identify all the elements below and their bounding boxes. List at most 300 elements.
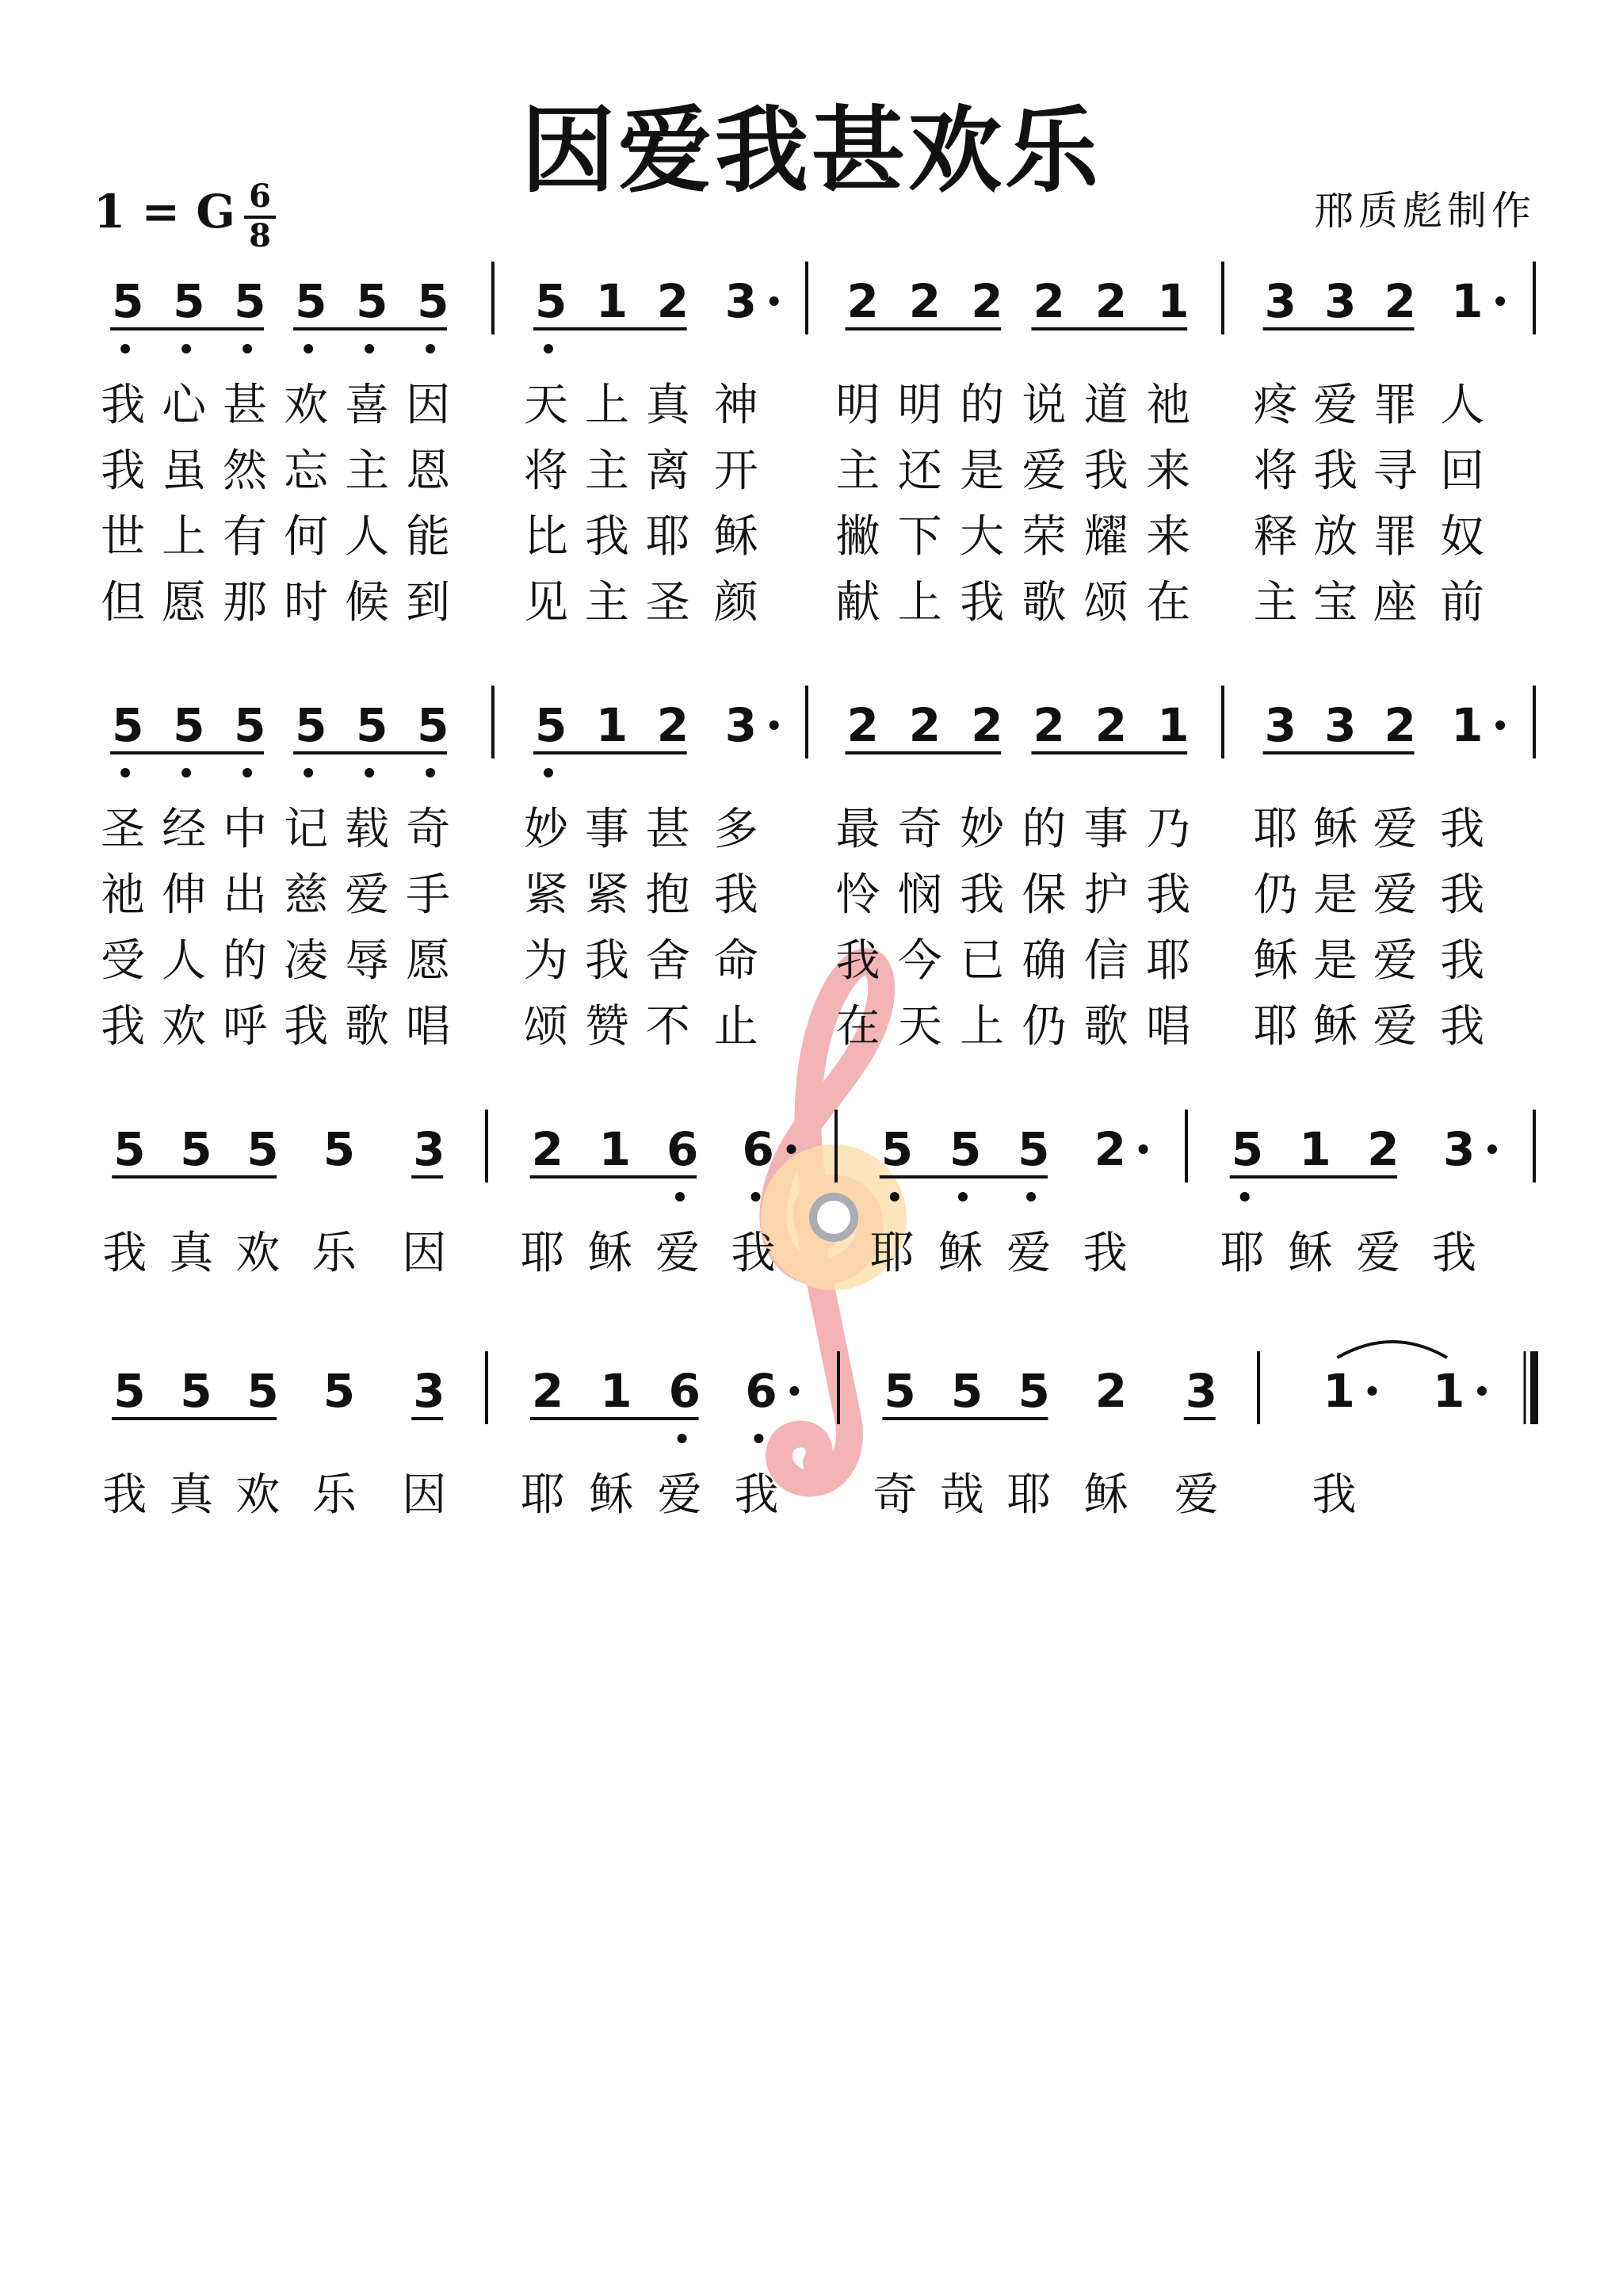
lyric-char: 爱	[1006, 1228, 1052, 1279]
lyric-char: 耀	[1083, 511, 1128, 563]
lyric-char: 的	[1022, 804, 1067, 855]
note-digit: 5	[1018, 1122, 1050, 1176]
lyric-char: 甚	[223, 380, 268, 431]
lyric-char: 我	[101, 380, 146, 431]
lyric-char: 我	[1440, 804, 1485, 855]
lyric-char: 凌	[284, 935, 329, 987]
low-octave-dot	[754, 1434, 763, 1443]
note-digit: 5	[323, 1122, 356, 1176]
lyric-char: 撇	[835, 511, 880, 563]
lyric-char: 爱	[1373, 804, 1418, 855]
lyric-char: 我	[1432, 1228, 1476, 1279]
lyric-char: 我	[102, 1228, 147, 1279]
lyric-char: 愿	[162, 577, 207, 628]
note-digit: 3	[1185, 1364, 1218, 1418]
lyric-char: 将	[524, 445, 568, 497]
lyric-char: 人	[162, 935, 207, 987]
lyric-char: 来	[1146, 511, 1191, 563]
lyric-char: 因	[402, 1469, 447, 1521]
lyric-char: 歌	[1022, 577, 1067, 628]
lyric-char: 人	[1440, 380, 1485, 431]
lyric-char: 欢	[284, 380, 329, 431]
note-digit: 2	[971, 698, 1003, 752]
note-digit: 5	[1018, 1364, 1050, 1418]
lyric-char: 道	[1083, 380, 1128, 431]
note-digit: 2	[531, 1122, 563, 1176]
lyric-char: 然	[223, 445, 268, 497]
lyric-char: 献	[835, 577, 880, 628]
note-digit: 2	[846, 274, 879, 328]
note-digit: 5	[949, 1122, 982, 1176]
low-octave-dot	[751, 1192, 761, 1201]
lyric-char: 我	[960, 869, 1005, 921]
lyric-char: 真	[169, 1228, 214, 1279]
note-digit: 5	[173, 698, 205, 752]
lyric-char: 唱	[406, 1001, 451, 1052]
lyric-char: 我	[1146, 869, 1191, 921]
low-octave-dot	[365, 344, 374, 353]
lyric-char: 赞	[584, 1001, 629, 1052]
lyric-char: 稣	[1083, 1469, 1128, 1521]
note-digit: 1	[598, 1122, 632, 1176]
lyric-char: 明	[835, 380, 880, 431]
lyric-char: 我	[734, 1469, 779, 1521]
lyric-char: 耶	[1006, 1469, 1052, 1521]
lyric-char: 世	[101, 511, 146, 563]
lyric-char: 到	[406, 577, 451, 628]
lyric-char: 上	[960, 1001, 1005, 1052]
note-digit: 2	[656, 698, 689, 752]
note-digit: 5	[417, 274, 449, 328]
lyric-char: 稣	[587, 1228, 632, 1279]
lyric-char: 能	[406, 511, 451, 563]
low-octave-dot	[120, 768, 130, 777]
note-digit: 5	[113, 1122, 146, 1176]
lyric-char: 载	[345, 804, 390, 855]
lyric-char: 保	[1022, 869, 1067, 921]
lyric-char: 寻	[1373, 445, 1418, 497]
note-digit: 1	[595, 698, 628, 752]
lyric-char: 妙	[960, 804, 1005, 855]
lyric-char: 爱	[657, 1469, 702, 1521]
lyric-char: 欢	[162, 1001, 207, 1052]
note-digit: 5	[535, 698, 567, 752]
lyric-char: 悯	[897, 869, 942, 921]
note-digit: 1	[600, 1364, 632, 1418]
time-signature-bottom: 8	[249, 217, 271, 254]
key-signature: 1 = G	[94, 185, 235, 239]
lyric-char: 我	[102, 1469, 147, 1521]
lyric-char: 耶	[1146, 935, 1191, 987]
tie-arc	[1338, 1342, 1448, 1358]
lyric-char: 主	[1253, 577, 1298, 628]
note-digit: 3	[1324, 698, 1357, 752]
low-octave-dot	[242, 344, 252, 353]
note-digit: 5	[246, 1122, 279, 1176]
low-octave-dot	[544, 344, 553, 353]
note-digit: 2	[1094, 1364, 1128, 1418]
note-digit: 2	[1094, 698, 1128, 752]
low-octave-dot	[304, 344, 313, 353]
low-octave-dot	[426, 768, 435, 777]
note-digit: 3	[1443, 1122, 1476, 1176]
lyric-char: 爱	[345, 869, 390, 921]
lyric-char: 爱	[1373, 1001, 1418, 1052]
lyric-char: 稣	[1288, 1228, 1333, 1279]
lyric-char: 我	[1312, 1469, 1357, 1521]
low-octave-dot	[181, 344, 191, 353]
note-digit: 3	[413, 1364, 445, 1418]
lyric-char: 辱	[345, 935, 390, 987]
lyric-char: 耶	[1253, 804, 1298, 855]
lyric-char: 舍	[645, 935, 690, 987]
lyric-char: 出	[223, 869, 268, 921]
lyric-char: 今	[897, 935, 942, 987]
lyric-char: 甚	[645, 804, 690, 855]
lyric-char: 奇	[897, 804, 942, 855]
lyric-char: 但	[101, 577, 146, 628]
duration-dot	[1495, 720, 1505, 730]
note-digit: 5	[535, 274, 567, 328]
lyric-char: 经	[162, 804, 207, 855]
duration-dot	[1139, 1144, 1148, 1154]
lyric-char: 唱	[1146, 1001, 1191, 1052]
lyric-char: 放	[1313, 511, 1358, 563]
note-digit: 5	[173, 274, 205, 328]
lyric-char: 我	[101, 445, 146, 497]
note-digit: 6	[666, 1122, 699, 1176]
note-digit: 5	[113, 1364, 146, 1418]
lyric-char: 那	[223, 577, 268, 628]
lyric-char: 我	[960, 577, 1005, 628]
lyric-char: 不	[645, 1001, 690, 1052]
lyric-char: 奴	[1440, 511, 1485, 563]
low-octave-dot	[426, 344, 435, 353]
lyric-char: 伸	[162, 869, 207, 921]
note-digit: 5	[1231, 1122, 1264, 1176]
note-digit: 2	[531, 1364, 564, 1418]
lyric-char: 回	[1440, 445, 1485, 497]
note-digit: 1	[1157, 698, 1190, 752]
lyric-char: 为	[524, 935, 568, 987]
lyric-char: 圣	[101, 804, 146, 855]
lyric-char: 我	[584, 511, 629, 563]
note-digit: 5	[180, 1364, 212, 1418]
lyric-char: 妙	[524, 804, 568, 855]
lyric-char: 忘	[284, 445, 329, 497]
note-digit: 1	[1299, 1122, 1331, 1176]
lyric-char: 罪	[1373, 511, 1418, 563]
low-octave-dot	[678, 1434, 687, 1443]
lyric-char: 祂	[101, 869, 146, 921]
lyric-char: 有	[223, 511, 268, 563]
duration-dot	[1487, 1144, 1497, 1154]
low-octave-dot	[544, 768, 553, 777]
lyric-char: 仍	[1022, 1001, 1067, 1052]
lyric-char: 稣	[1313, 1001, 1358, 1052]
lyric-char: 开	[713, 445, 758, 497]
duration-dot	[769, 296, 779, 306]
lyric-char: 是	[960, 445, 1005, 497]
lyric-char: 手	[406, 869, 451, 921]
lyric-char: 我	[1440, 935, 1485, 987]
note-digit: 2	[1384, 274, 1416, 328]
lyric-char: 候	[345, 577, 390, 628]
note-digit: 5	[295, 698, 327, 752]
lyric-char: 紧	[524, 869, 568, 921]
lyric-char: 上	[897, 577, 942, 628]
low-octave-dot	[120, 344, 130, 353]
lyric-char: 耶	[645, 511, 690, 563]
lyric-char: 宝	[1313, 577, 1358, 628]
lyric-char: 圣	[645, 577, 690, 628]
note-digit: 5	[112, 698, 144, 752]
low-octave-dot	[958, 1192, 968, 1201]
lyric-char: 主	[584, 577, 629, 628]
duration-dot	[1368, 1386, 1377, 1396]
lyric-char: 还	[897, 445, 942, 497]
lyric-char: 是	[1313, 935, 1358, 987]
lyric-char: 哉	[939, 1469, 984, 1521]
lyric-char: 上	[162, 511, 207, 563]
note-digit: 5	[356, 274, 388, 328]
lyric-char: 爱	[1313, 380, 1358, 431]
lyric-char: 我	[584, 935, 629, 987]
note-digit: 2	[1033, 698, 1065, 752]
note-digit: 1	[1323, 1364, 1355, 1418]
lyric-char: 下	[897, 511, 942, 563]
note-digit: 1	[1433, 1364, 1465, 1418]
note-digit: 6	[742, 1122, 774, 1176]
lyric-char: 耶	[1253, 1001, 1298, 1052]
lyric-char: 爱	[655, 1228, 700, 1279]
lyric-char: 稣	[589, 1469, 634, 1521]
note-digit: 2	[1367, 1122, 1400, 1176]
lyric-char: 因	[402, 1228, 447, 1279]
note-digit: 5	[295, 274, 327, 328]
lyric-char: 命	[713, 935, 758, 987]
duration-dot	[789, 1386, 799, 1396]
time-signature-top: 6	[249, 178, 271, 215]
lyric-char: 信	[1083, 935, 1128, 987]
note-digit: 5	[884, 1364, 916, 1418]
lyric-char: 真	[645, 380, 690, 431]
lyric-char: 愿	[406, 935, 451, 987]
note-digit: 2	[1033, 274, 1065, 328]
lyric-char: 爱	[1356, 1228, 1401, 1279]
lyric-char: 荣	[1022, 511, 1067, 563]
lyric-char: 来	[1146, 445, 1191, 497]
low-octave-dot	[365, 768, 374, 777]
lyric-char: 因	[406, 380, 451, 431]
lyric-char: 爱	[1022, 445, 1067, 497]
lyric-char: 止	[713, 1001, 758, 1052]
note-digit: 2	[1094, 274, 1128, 328]
lyric-char: 稣	[1313, 804, 1358, 855]
lyric-char: 稣	[938, 1228, 983, 1279]
note-digit: 2	[656, 274, 689, 328]
lyric-char: 紧	[584, 869, 629, 921]
lyric-char: 记	[284, 804, 329, 855]
lyric-char: 时	[284, 577, 329, 628]
lyric-char: 罪	[1373, 380, 1418, 431]
lyric-char: 爱	[1373, 935, 1418, 987]
lyric-char: 我	[1313, 445, 1358, 497]
low-octave-dot	[890, 1192, 899, 1201]
arranger-credit: 邢质彪制作	[1314, 188, 1536, 234]
lyric-char: 疼	[1253, 380, 1298, 431]
lyric-char: 奇	[406, 804, 451, 855]
lyric-char: 怜	[835, 869, 880, 921]
duration-dot	[1477, 1386, 1487, 1396]
note-digit: 6	[745, 1364, 777, 1418]
note-digit: 5	[356, 698, 388, 752]
lyric-char: 我	[1083, 445, 1128, 497]
low-octave-dot	[675, 1192, 685, 1201]
lyric-char: 已	[960, 935, 1005, 987]
lyric-char: 我	[1440, 1001, 1485, 1052]
lyric-char: 主	[584, 445, 629, 497]
note-digit: 5	[234, 698, 266, 752]
lyric-char: 歌	[345, 1001, 390, 1052]
note-digit: 3	[1324, 274, 1357, 328]
lyric-char: 神	[713, 380, 758, 431]
song-title: 因爱我甚欢乐	[521, 95, 1102, 205]
lyric-char: 多	[713, 804, 758, 855]
note-digit: 3	[1264, 274, 1296, 328]
note-digit: 1	[595, 274, 628, 328]
note-digit: 2	[846, 698, 879, 752]
lyric-char: 上	[584, 380, 629, 431]
note-digit: 3	[724, 698, 758, 752]
lyric-char: 耶	[520, 1469, 565, 1521]
lyric-char: 在	[835, 1001, 880, 1052]
lyric-char: 人	[345, 511, 390, 563]
lyric-char: 欢	[235, 1469, 281, 1521]
lyric-char: 何	[284, 511, 329, 563]
lyric-char: 护	[1083, 869, 1128, 921]
note-digit: 6	[668, 1364, 701, 1418]
lyric-char: 在	[1146, 577, 1191, 628]
lyric-char: 比	[524, 511, 568, 563]
lyric-char: 的	[960, 380, 1005, 431]
lyric-char: 我	[1083, 1228, 1128, 1279]
lyric-char: 我	[713, 869, 758, 921]
lyric-char: 稣	[1253, 935, 1298, 987]
note-digit: 2	[908, 698, 941, 752]
lyric-char: 明	[897, 380, 942, 431]
lyric-char: 我	[835, 935, 880, 987]
note-digit: 2	[1094, 1122, 1126, 1176]
lyric-char: 将	[1253, 445, 1298, 497]
lyric-char: 耶	[1220, 1228, 1265, 1279]
lyric-char: 呼	[223, 1001, 268, 1052]
lyric-char: 乐	[311, 1228, 357, 1279]
lyric-char: 稣	[713, 511, 758, 563]
lyric-char: 的	[223, 935, 268, 987]
lyric-char: 虽	[162, 445, 207, 497]
low-octave-dot	[1240, 1192, 1250, 1201]
note-digit: 1	[1451, 698, 1484, 752]
note-digit: 3	[724, 274, 758, 328]
lyric-char: 说	[1022, 380, 1067, 431]
lyric-char: 我	[284, 1001, 329, 1052]
lyric-char: 主	[835, 445, 880, 497]
low-octave-dot	[242, 768, 252, 777]
lyric-char: 我	[101, 1001, 146, 1052]
lyric-char: 我	[731, 1228, 776, 1279]
lyric-char: 耶	[520, 1228, 565, 1279]
lyric-char: 慈	[284, 869, 329, 921]
lyric-char: 奇	[873, 1469, 918, 1521]
note-digit: 3	[1264, 698, 1296, 752]
note-digit: 1	[1451, 274, 1484, 328]
note-digit: 5	[950, 1364, 983, 1418]
lyric-char: 事	[1083, 804, 1128, 855]
note-digit: 5	[234, 274, 266, 328]
lyric-char: 是	[1313, 869, 1358, 921]
note-digit: 5	[180, 1122, 212, 1176]
lyric-char: 天	[524, 380, 568, 431]
note-digit: 5	[880, 1122, 914, 1176]
lyric-char: 颜	[713, 577, 758, 628]
lyric-char: 爱	[1174, 1469, 1219, 1521]
low-octave-dot	[304, 768, 313, 777]
lyric-char: 释	[1253, 511, 1298, 563]
lyric-char: 见	[524, 577, 568, 628]
lyric-char: 受	[101, 935, 146, 987]
lyric-char: 颂	[1083, 577, 1128, 628]
lyric-char: 我	[1440, 869, 1485, 921]
note-digit: 2	[971, 274, 1003, 328]
lyric-char: 最	[835, 804, 880, 855]
note-digit: 2	[908, 274, 941, 328]
note-digit: 1	[1157, 274, 1190, 328]
note-digit: 5	[323, 1364, 356, 1418]
lyric-char: 喜	[345, 380, 390, 431]
duration-dot	[769, 720, 779, 730]
duration-dot	[1495, 296, 1505, 306]
lyric-char: 歌	[1083, 1001, 1128, 1052]
lyric-char: 爱	[1373, 869, 1418, 921]
lyric-char: 恩	[406, 445, 451, 497]
lyric-char: 抱	[645, 869, 690, 921]
lyric-char: 乐	[311, 1469, 357, 1521]
note-digit: 3	[413, 1122, 445, 1176]
lyric-char: 心	[162, 380, 207, 431]
lyric-char: 主	[345, 445, 390, 497]
lyric-char: 离	[645, 445, 690, 497]
note-digit: 5	[112, 274, 144, 328]
low-octave-dot	[1026, 1192, 1036, 1201]
low-octave-dot	[181, 768, 191, 777]
lyric-char: 大	[960, 511, 1005, 563]
note-digit: 5	[246, 1364, 279, 1418]
lyric-char: 欢	[235, 1228, 281, 1279]
lyric-char: 天	[897, 1001, 942, 1052]
lyric-char: 仍	[1253, 869, 1298, 921]
duration-dot	[787, 1144, 796, 1154]
lyric-char: 耶	[869, 1228, 915, 1279]
lyric-char: 乃	[1146, 804, 1191, 855]
lyric-char: 前	[1440, 577, 1485, 628]
lyric-char: 中	[223, 804, 268, 855]
note-digit: 5	[417, 698, 449, 752]
note-digit: 2	[1384, 698, 1416, 752]
lyric-char: 真	[169, 1469, 214, 1521]
lyric-char: 确	[1022, 935, 1067, 987]
lyric-char: 祂	[1146, 380, 1191, 431]
